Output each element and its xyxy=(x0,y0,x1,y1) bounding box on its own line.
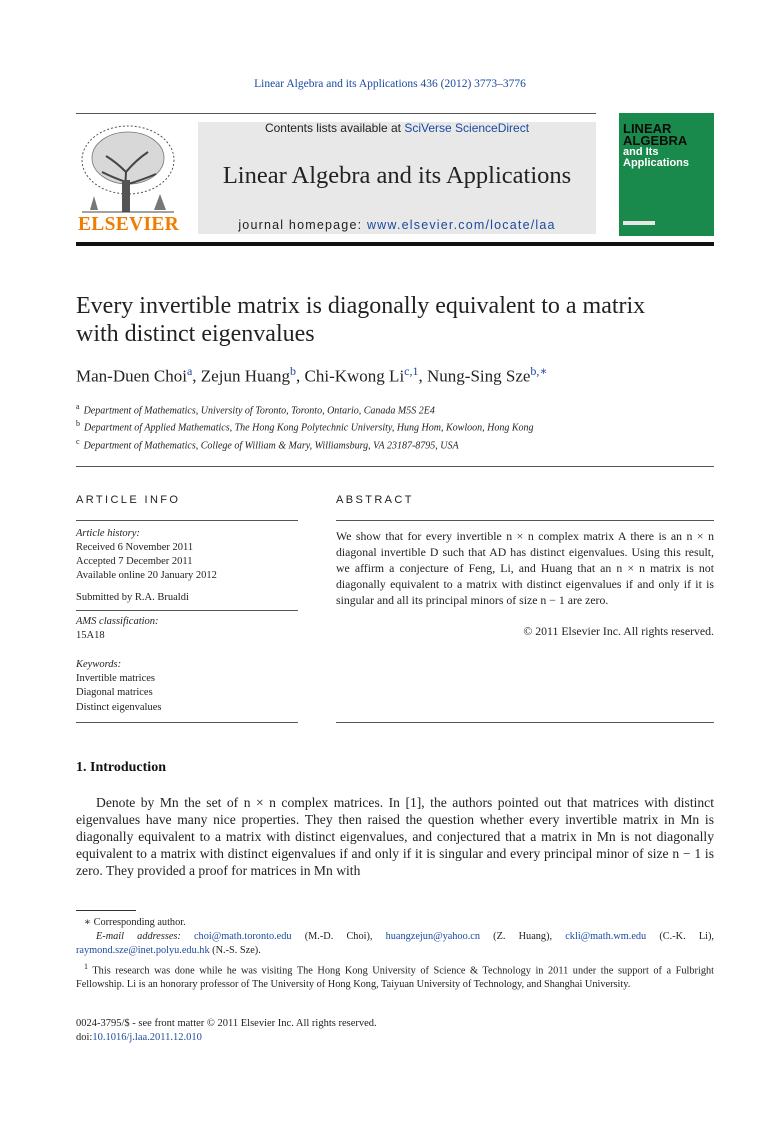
author-separator: , xyxy=(418,366,427,386)
journal-citation[interactable]: Linear Algebra and its Applications 436 (2012) 3773–3776 xyxy=(254,78,526,90)
footnote-mark: ∗ xyxy=(84,917,91,928)
email-owner: (Z. Huang), xyxy=(480,931,566,942)
cover-title-line: ALGEBRA xyxy=(623,133,688,148)
author-separator: , xyxy=(192,366,201,386)
author-affiliation-mark[interactable]: a xyxy=(186,364,193,378)
elsevier-logo: ELSEVIER xyxy=(78,214,180,235)
article-info-rule xyxy=(76,520,298,521)
title-line-2: with distinct eigenvalues xyxy=(76,321,315,347)
received-date: Received 6 November 2011 xyxy=(76,542,194,553)
sciencedirect-link[interactable]: SciVerse ScienceDirect xyxy=(404,121,530,135)
keyword: Distinct eigenvalues xyxy=(76,702,162,713)
abstract-bottom-rule xyxy=(336,722,714,723)
article-title xyxy=(76,292,716,348)
affiliation-b xyxy=(76,419,534,433)
doi-link[interactable]: 10.1016/j.laa.2011.12.010 xyxy=(92,1032,202,1043)
author-name: Chi-Kwong Li xyxy=(304,366,405,386)
cover-title xyxy=(623,123,687,147)
doi-line xyxy=(76,1032,202,1043)
email-link[interactable]: ckli@math.wm.edu xyxy=(565,931,647,942)
article-info-heading: ARTICLE INFO xyxy=(76,494,181,506)
author-affiliation-mark[interactable]: c,1 xyxy=(404,364,419,378)
journal-homepage xyxy=(198,218,596,232)
affiliation-rule xyxy=(76,466,714,467)
affiliation-mark: c xyxy=(76,437,80,446)
ams-code: 15A18 xyxy=(76,630,105,641)
homepage-link[interactable]: www.elsevier.com/locate/laa xyxy=(366,218,556,232)
author-affiliation-mark[interactable]: b,∗ xyxy=(530,364,548,378)
abstract-rule xyxy=(336,520,714,521)
contents-prefix: Contents lists available at xyxy=(264,121,405,135)
email-owner: (C.-K. Li), xyxy=(646,931,714,942)
affiliation-text: Department of Applied Mathematics, The Hong Kong Polytechnic University, Hung Hom, Kowloon, Hong Kong xyxy=(84,422,534,434)
issn-line: 0024-3795/$ - see front matter © 2011 Elsevier Inc. All rights reserved. xyxy=(76,1018,377,1029)
email-owner: (N.-S. Sze). xyxy=(209,945,261,956)
cover-title-line: LINEAR xyxy=(623,121,672,136)
cover-subtitle-line: and Its xyxy=(623,146,659,158)
submitted-by: Submitted by R.A. Brualdi xyxy=(76,592,189,603)
abstract-text: We show that for every invertible n × n complex matrix A there is an n × n diagonal invertible D such that AD has distinct eigenvalues. Using this result, we affirm a conjecture of Feng, Li, and Huang that an n × n matrix is not diagonally equivalent to a matrix with distinct eigenvalues if and only if it is singular and all its principal minors of size n − 1 are zero. xyxy=(336,529,714,607)
introduction-heading: 1. Introduction xyxy=(76,760,166,775)
affiliation-c xyxy=(76,437,459,451)
cover-subtitle-line: Applications xyxy=(623,156,690,169)
footnote-mark: 1 xyxy=(84,962,88,971)
corresponding-text: Corresponding author. xyxy=(93,917,186,928)
keyword: Invertible matrices xyxy=(76,673,156,684)
footnote-1-text: This research was done while he was visiting The Hong Kong University of Science & Technology in 2011 under the support of a Fulbright Fellowship. Li is an honorary professor of The University of Hong Kong, Taiyuan University of Technology, and Shanghai University. xyxy=(76,965,714,991)
email-label: E-mail addresses: xyxy=(96,931,194,942)
accepted-date: Accepted 7 December 2011 xyxy=(76,556,193,567)
footnote-rule xyxy=(76,910,136,911)
keyword: Diagonal matrices xyxy=(76,687,153,698)
affiliation-mark: a xyxy=(76,402,80,411)
affiliation-text: Department of Mathematics, College of William & Mary, Williamsburg, VA 23187-8795, USA xyxy=(83,440,459,452)
email-link[interactable]: raymond.sze@inet.polyu.edu.hk xyxy=(76,945,210,956)
author-name: Zejun Huang xyxy=(200,366,291,386)
online-date: Available online 20 January 2012 xyxy=(76,570,217,581)
corresponding-footnote xyxy=(76,916,714,930)
abstract-heading: ABSTRACT xyxy=(336,494,414,506)
email-footnote xyxy=(76,930,714,958)
journal-cover[interactable] xyxy=(619,113,714,236)
introduction-text: Denote by Mn the set of n × n complex matrices. In [1], the authors pointed out that matrices with distinct eigenvalues have many nice properties. They then raised the question whether every invertible matrix in Mn is diagonally equivalent to a matrix with distinct eigenvalues, and conjectured that a matrix in Mn is not diagonally equivalent to a matrix with distinct eigenvalues if and only if it is singular and every principal minor of size n − 1 is zero. They provided a proof for matrices in Mn with xyxy=(76,795,714,878)
journal-name: Linear Algebra and its Applications xyxy=(222,162,572,189)
title-line-1: Every invertible matrix is diagonally equivalent to a matrix xyxy=(76,293,646,319)
history-label: Article history: xyxy=(76,528,140,539)
author-affiliation-mark[interactable]: b xyxy=(290,364,297,378)
affiliation-text: Department of Mathematics, University of Toronto, Toronto, Ontario, Canada M5S 2E4 xyxy=(83,405,435,417)
author-separator: , xyxy=(296,366,305,386)
footnote-1 xyxy=(76,960,714,992)
cover-badge xyxy=(623,221,655,225)
ams-rule xyxy=(76,610,298,611)
homepage-prefix: journal homepage: xyxy=(238,218,367,232)
article-info-bottom-rule xyxy=(76,722,298,723)
email-link[interactable]: huangzejun@yahoo.cn xyxy=(385,931,481,942)
email-link[interactable]: choi@math.toronto.edu xyxy=(193,931,292,942)
doi-prefix: doi: xyxy=(76,1032,93,1043)
header-rule xyxy=(76,113,596,114)
keywords-label: Keywords: xyxy=(76,659,122,670)
author-list xyxy=(76,364,548,387)
email-owner: (M.-D. Choi), xyxy=(291,931,386,942)
ams-label: AMS classification: xyxy=(76,616,159,627)
contents-line xyxy=(198,121,596,135)
abstract-copyright: © 2011 Elsevier Inc. All rights reserved. xyxy=(523,624,714,638)
affiliation-mark: b xyxy=(76,419,80,428)
author-name: Nung-Sing Sze xyxy=(427,366,531,386)
author-name: Man-Duen Choi xyxy=(76,366,187,386)
elsevier-tree-icon xyxy=(76,122,180,214)
affiliation-a xyxy=(76,402,435,416)
header-bottom-rule xyxy=(76,242,714,246)
cover-subtitle xyxy=(623,147,689,168)
